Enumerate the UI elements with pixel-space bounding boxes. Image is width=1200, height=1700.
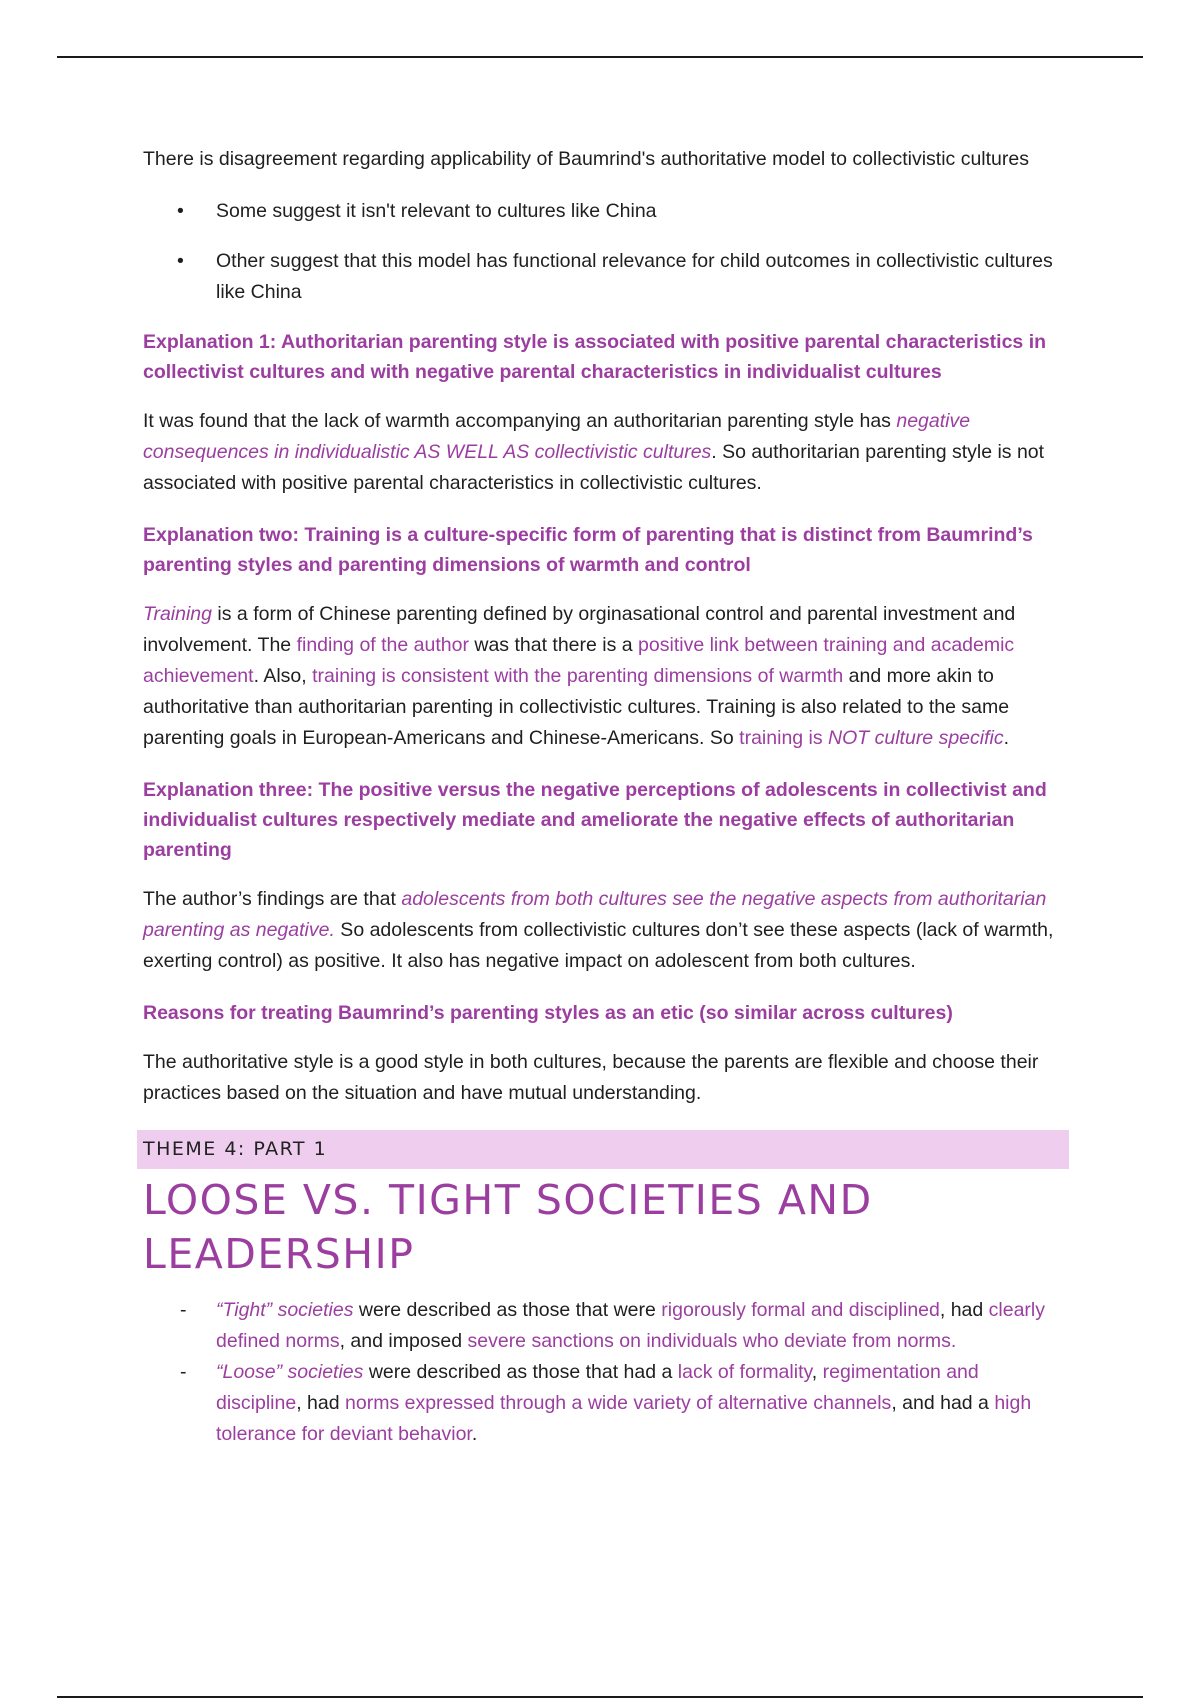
emphasis-span: “Tight” societies xyxy=(216,1299,354,1321)
theme-banner: THEME 4: PART 1 xyxy=(137,1130,1069,1169)
highlight-span: positive link between training and academic achievement xyxy=(143,634,1015,687)
text-span: . So authoritarian parenting style is not associated with positive parental characteristics in collectivistic cultures. xyxy=(143,441,1045,494)
text-span: were described as those that had a xyxy=(363,1361,678,1383)
loose-societies-item xyxy=(143,1357,1063,1450)
societies-list xyxy=(143,1295,1063,1450)
emphasis-span: “Loose” societies xyxy=(216,1361,364,1383)
intro-paragraph: There is disagreement regarding applicability of Baumrind's authoritative model to collectivistic cultures xyxy=(143,148,1029,170)
explanation-2-heading: Explanation two: Training is a culture-specific form of parenting that is distinct from Baumrind’s parenting styles and parenting dimensions of warmth and control xyxy=(143,524,1033,576)
emphasis-span: NOT culture specific xyxy=(828,727,1004,749)
highlight-span: clearly defined norms xyxy=(216,1299,1046,1352)
text-span: was that there is a xyxy=(468,634,639,656)
emphasis-span: negative consequences in individualistic AS WELL AS collectivistic cultures xyxy=(143,410,971,463)
emphasis-span: Training xyxy=(143,603,213,625)
text-span: and more akin to authoritative than authoritarian parenting in collectivistic cultures. Training is also related to the same parenting goals in European-Americans and Chinese-Americans. So xyxy=(143,665,1010,749)
explanation-3-heading: Explanation three: The positive versus the negative perceptions of adolescents in collectivist and individualist cultures respectively mediate and ameliorate the negative effects of authoritarian parenting xyxy=(143,779,1047,861)
text-span: It was found that the lack of warmth accompanying an authoritarian parenting style has xyxy=(143,410,897,432)
explanation-1-paragraph xyxy=(143,406,1063,499)
explanation-1-heading: Explanation 1: Authoritarian parenting style is associated with positive parental characteristics in collectivist cultures and with negative parental characteristics in individualist cultures xyxy=(143,331,1047,383)
intro-bullet-list xyxy=(143,196,1063,308)
explanation-3-paragraph xyxy=(143,884,1063,977)
highlight-span: severe sanctions on individuals who deviate from norms. xyxy=(467,1330,957,1352)
top-rule xyxy=(57,56,1143,58)
highlight-span: training is xyxy=(739,727,829,749)
text-span: The author’s findings are that xyxy=(143,888,402,910)
reasons-heading: Reasons for treating Baumrind’s parenting styles as an etic (so similar across cultures) xyxy=(143,1002,953,1024)
tight-societies-item xyxy=(143,1295,1063,1357)
highlight-span: lack of formality xyxy=(677,1361,812,1383)
text-span: , and imposed xyxy=(339,1330,468,1352)
highlight-span: norms expressed through a wide variety of alternative channels xyxy=(345,1392,892,1414)
emphasis-span: adolescents from both cultures see the negative aspects from authoritarian parenting as negative. xyxy=(143,888,1047,941)
text-span: So adolescents from collectivistic cultures don’t see these aspects (lack of warmth, exerting control) as positive. It also has negative impact on adolescent from both cultures. xyxy=(143,919,1054,972)
text-span: . xyxy=(1003,727,1010,749)
document-body xyxy=(143,144,1063,1450)
text-span: is a form of Chinese parenting defined by orginasational control and parental investment and involvement. The xyxy=(143,603,1016,656)
text-span: . xyxy=(471,1423,478,1445)
theme-title: LOOSE VS. TIGHT SOCIETIES AND LEADERSHIP xyxy=(143,1176,873,1278)
bottom-rule xyxy=(57,1696,1143,1698)
highlight-span: finding of the author xyxy=(296,634,469,656)
text-span: , had xyxy=(296,1392,346,1414)
highlight-span: high tolerance for deviant behavior xyxy=(216,1392,1032,1445)
text-span: , xyxy=(811,1361,823,1383)
text-span: , and had a xyxy=(891,1392,995,1414)
reasons-paragraph: The authoritative style is a good style in both cultures, because the parents are flexible and choose their practices based on the situation and have mutual understanding. xyxy=(143,1051,1039,1104)
intro-bullet-1: • Some suggest it isn't relevant to cultures like China xyxy=(143,196,1063,227)
explanation-2-paragraph xyxy=(143,599,1063,754)
highlight-span: training is consistent with the parenting dimensions of warmth xyxy=(312,665,844,687)
text-span: were described as those that were xyxy=(353,1299,662,1321)
text-span: , had xyxy=(939,1299,989,1321)
highlight-span: rigorously formal and disciplined xyxy=(661,1299,940,1321)
highlight-span: regimentation and discipline xyxy=(216,1361,979,1414)
text-span: . Also, xyxy=(253,665,313,687)
intro-bullet-2: • Other suggest that this model has functional relevance for child outcomes in collectivistic cultures like China xyxy=(143,246,1063,308)
